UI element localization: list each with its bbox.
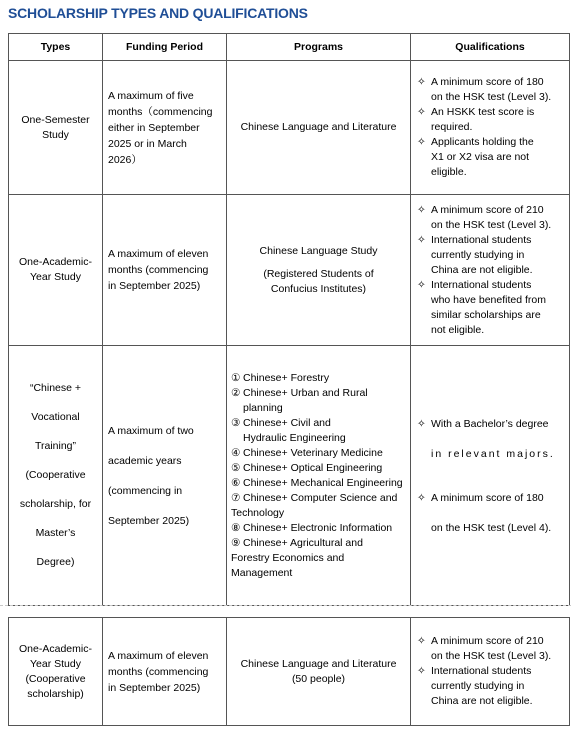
list-item bbox=[417, 203, 564, 233]
type-line: One-Semester bbox=[21, 113, 90, 126]
funding-line: (commencing in bbox=[108, 484, 183, 497]
circled-number-icon: ⑧ bbox=[231, 521, 241, 534]
header-qualifications: Qualifications bbox=[411, 34, 570, 61]
program-line: Chinese+ Mechanical Engineering bbox=[243, 476, 403, 489]
program-line: Confucius Institutes) bbox=[270, 282, 367, 295]
program-line: planning bbox=[243, 401, 283, 414]
type-line: Study bbox=[42, 128, 69, 141]
qual-line: on the HSK test (Level 3). bbox=[431, 218, 552, 231]
list-item bbox=[417, 75, 564, 105]
scholarship-table bbox=[8, 33, 570, 606]
list-item bbox=[417, 105, 564, 135]
sparkle-bullet-icon: ✧ bbox=[417, 136, 426, 148]
programs-cell bbox=[227, 195, 411, 346]
table-row bbox=[9, 195, 570, 346]
type-cell bbox=[9, 618, 103, 726]
program-line: Chinese+ Civil and bbox=[243, 416, 331, 429]
circled-number-icon: ② bbox=[231, 386, 241, 399]
funding-line: either in September bbox=[108, 121, 200, 134]
funding-line: A maximum of five bbox=[108, 89, 194, 102]
qual-line: on the HSK test (Level 4). bbox=[431, 521, 552, 534]
type-line: Training” bbox=[34, 440, 77, 452]
type-line: One-Academic- bbox=[19, 642, 92, 655]
program-line: Chinese Language Study bbox=[259, 244, 378, 257]
qual-line: International students bbox=[431, 665, 532, 677]
program-item bbox=[231, 491, 410, 521]
funding-line: A maximum of eleven bbox=[108, 649, 209, 662]
list-item bbox=[417, 634, 564, 664]
qual-line: International students bbox=[431, 233, 532, 246]
sparkle-bullet-icon: ✧ bbox=[417, 278, 426, 291]
type-line: Master’s bbox=[35, 527, 76, 539]
qual-line: International students bbox=[431, 278, 532, 291]
header-types: Types bbox=[9, 34, 103, 61]
list-item bbox=[417, 409, 564, 469]
table-row bbox=[9, 618, 570, 726]
qual-line: With a Bachelor’s degree bbox=[431, 417, 549, 430]
qual-line: China are not eligible. bbox=[431, 695, 533, 707]
sparkle-bullet-icon: ✧ bbox=[417, 417, 426, 430]
circled-number-icon: ④ bbox=[231, 446, 241, 459]
list-item bbox=[417, 278, 564, 338]
table-header-row bbox=[9, 34, 570, 61]
funding-line: in September 2025) bbox=[108, 681, 201, 694]
type-line: “Chinese + bbox=[29, 382, 82, 394]
program-line: Chinese+ Agricultural and bbox=[243, 536, 363, 549]
qual-line: eligible. bbox=[431, 166, 467, 178]
qualifications-cell bbox=[411, 61, 570, 195]
type-line: Year Study bbox=[30, 657, 81, 670]
program-item bbox=[231, 416, 410, 446]
qual-line: A minimum score of 180 bbox=[431, 491, 544, 504]
program-line: Chinese+ Urban and Rural bbox=[243, 386, 368, 399]
type-line: One-Academic- bbox=[19, 256, 92, 268]
qual-line: not eligible. bbox=[431, 323, 485, 336]
circled-number-icon: ⑥ bbox=[231, 476, 241, 489]
sparkle-bullet-icon: ✧ bbox=[417, 203, 426, 216]
list-item bbox=[417, 664, 564, 709]
qualifications-cell bbox=[411, 618, 570, 726]
program-item bbox=[231, 536, 410, 581]
funding-cell bbox=[103, 618, 227, 726]
circled-number-icon: ⑤ bbox=[231, 461, 241, 474]
sparkle-bullet-icon: ✧ bbox=[417, 233, 426, 246]
qual-line: A minimum score of 210 bbox=[431, 203, 544, 216]
programs-cell bbox=[227, 618, 411, 726]
program-line: Chinese+ Computer Science and bbox=[243, 491, 398, 504]
qual-line: similar scholarships are bbox=[431, 308, 541, 321]
page-title: SCHOLARSHIP TYPES AND QUALIFICATIONS bbox=[8, 5, 308, 21]
program-line: Chinese+ Forestry bbox=[243, 371, 330, 384]
funding-line: September 2025) bbox=[108, 514, 190, 527]
qual-line: currently studying in bbox=[431, 248, 525, 261]
funding-line: A maximum of two bbox=[108, 424, 194, 437]
header-programs: Programs bbox=[227, 34, 411, 61]
qual-line: in relevant majors. bbox=[431, 447, 555, 460]
funding-line: months (commencing bbox=[108, 264, 209, 276]
program-item bbox=[231, 461, 410, 476]
program-item bbox=[231, 521, 410, 536]
program-item bbox=[231, 371, 410, 386]
list-item bbox=[417, 483, 564, 543]
list-item bbox=[417, 233, 564, 278]
qual-line: China are not eligible. bbox=[431, 263, 533, 276]
sparkle-bullet-icon: ✧ bbox=[417, 491, 426, 504]
circled-number-icon: ① bbox=[231, 371, 241, 384]
qualifications-cell bbox=[411, 346, 570, 606]
program-line: Chinese+ Optical Engineering bbox=[243, 461, 383, 474]
programs-cell bbox=[227, 61, 411, 195]
program-item bbox=[231, 446, 410, 461]
sparkle-bullet-icon: ✧ bbox=[417, 106, 426, 118]
funding-cell bbox=[103, 346, 227, 606]
qual-line: on the HSK test (Level 3). bbox=[431, 91, 552, 103]
qual-line: An HSKK test score is bbox=[431, 106, 535, 118]
program-line: Chinese+ Electronic Information bbox=[243, 521, 393, 534]
type-cell bbox=[9, 346, 103, 606]
type-cell bbox=[9, 61, 103, 195]
qual-line: currently studying in bbox=[431, 680, 525, 692]
qual-line: on the HSK test (Level 3). bbox=[431, 650, 552, 662]
programs-cell bbox=[227, 346, 411, 606]
table-row bbox=[9, 346, 570, 606]
header-funding-period: Funding Period bbox=[103, 34, 227, 61]
funding-cell bbox=[103, 61, 227, 195]
type-cell bbox=[9, 195, 103, 346]
funding-line: in September 2025) bbox=[108, 280, 201, 292]
qual-line: A minimum score of 210 bbox=[431, 635, 544, 647]
circled-number-icon: ⑦ bbox=[231, 491, 241, 504]
qualifications-cell bbox=[411, 195, 570, 346]
funding-line: 2025 or in March bbox=[108, 137, 187, 150]
program-line: Forestry Economics and bbox=[231, 551, 345, 564]
funding-cell bbox=[103, 195, 227, 346]
type-line: scholarship, for bbox=[19, 498, 92, 510]
qual-line: Applicants holding the bbox=[431, 136, 534, 148]
qual-line: X1 or X2 visa are not bbox=[431, 151, 530, 163]
qual-line: A minimum score of 180 bbox=[431, 76, 544, 88]
type-line: Degree) bbox=[36, 556, 75, 568]
circled-number-icon: ⑨ bbox=[231, 536, 241, 549]
table-row bbox=[9, 61, 570, 195]
sparkle-bullet-icon: ✧ bbox=[417, 665, 426, 677]
program-line: Management bbox=[231, 566, 293, 579]
type-line: Vocational bbox=[31, 411, 80, 423]
page-break-divider bbox=[0, 605, 571, 606]
type-line: (Cooperative bbox=[25, 469, 86, 481]
funding-line: months（commencing bbox=[108, 105, 213, 118]
sparkle-bullet-icon: ✧ bbox=[417, 635, 426, 647]
program-line: Chinese Language and Literature bbox=[240, 657, 397, 670]
funding-line: A maximum of eleven bbox=[108, 248, 209, 260]
program-line: Technology bbox=[231, 506, 285, 519]
program-line: (Registered Students of bbox=[263, 267, 374, 280]
program-line: Chinese Language and Literature bbox=[240, 121, 397, 133]
program-line: (50 people) bbox=[291, 672, 346, 685]
type-line: (Cooperative bbox=[25, 672, 86, 685]
sparkle-bullet-icon: ✧ bbox=[417, 76, 426, 88]
funding-line: months (commencing bbox=[108, 665, 209, 678]
qual-line: who have benefited from bbox=[431, 293, 546, 306]
type-line: Year Study bbox=[30, 271, 81, 283]
qual-line: required. bbox=[431, 121, 473, 133]
list-item bbox=[417, 135, 564, 180]
program-item bbox=[231, 386, 410, 416]
program-item bbox=[231, 476, 410, 491]
scholarship-table-continued bbox=[8, 617, 570, 726]
program-line: Hydraulic Engineering bbox=[243, 431, 346, 444]
type-line: scholarship) bbox=[27, 687, 84, 700]
circled-number-icon: ③ bbox=[231, 416, 241, 429]
funding-line: 2026） bbox=[108, 153, 142, 166]
funding-line: academic years bbox=[108, 454, 182, 467]
program-line: Chinese+ Veterinary Medicine bbox=[243, 446, 383, 459]
